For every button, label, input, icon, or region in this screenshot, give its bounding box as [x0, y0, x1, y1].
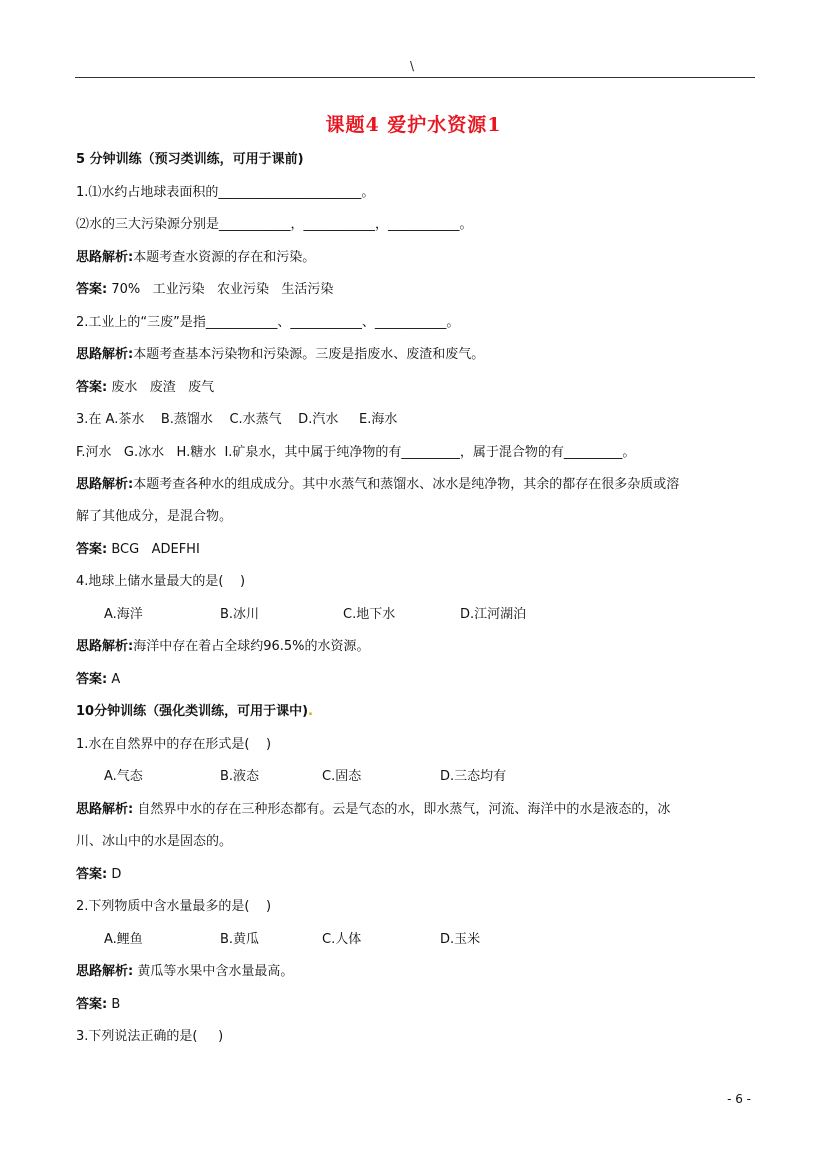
question-4: 4.地球上储水量最大的是( ) — [76, 574, 246, 589]
question-1b: ⑵水的三大污染源分别是___________，___________，___________。 — [76, 217, 473, 232]
answer-label: 答案: — [76, 997, 108, 1012]
question-1a: 1.⑴水约占地球表面积的______________________。 — [76, 185, 375, 200]
answer-text: A — [107, 672, 121, 687]
page-number: - 6 - — [727, 1092, 751, 1106]
question-3b: F.河水 G.冰水 H.糖水 I.矿泉水，其中属于纯净物的有_________，属于混合物的有_________。 — [76, 445, 636, 460]
answer-label: 答案: — [76, 380, 108, 395]
answer-text: 废水 废渣 废气 — [107, 380, 215, 395]
analysis-label: 思路解析: — [76, 964, 134, 979]
section-heading-5min: 5 分钟训练（预习类训练，可用于课前) — [76, 152, 304, 167]
analysis-text: 本题考查水资源的存在和污染。 — [133, 250, 316, 265]
header-rule — [75, 77, 755, 78]
answer-3 — [76, 541, 200, 559]
analysis-1 — [76, 249, 315, 267]
page-title: 课题4 爱护水资源1 — [325, 114, 502, 136]
option-d: D.江河湖泊 — [460, 607, 527, 622]
answer-label: 答案: — [76, 282, 108, 297]
option-b: B.液态 — [220, 769, 260, 784]
analysis-2 — [76, 346, 484, 364]
header-mark: \ — [410, 59, 415, 73]
analysis-label: 思路解析: — [76, 802, 134, 817]
option-c: C.人体 — [322, 932, 362, 947]
section-heading-text: 10分钟训练（强化类训练，可用于课中) — [76, 704, 309, 719]
answer-label: 答案: — [76, 542, 108, 557]
answer-text: D — [107, 867, 122, 882]
analysis-label: 思路解析: — [76, 347, 134, 362]
question-3a: 3.在 A.茶水 B.蒸馏水 C.水蒸气 D.汽水 E.海水 — [76, 412, 398, 427]
analysis-s2-1-cont: 川、冰山中的水是固态的。 — [76, 834, 233, 849]
analysis-label: 思路解析: — [76, 250, 134, 265]
analysis-text: 海洋中存在着占全球约96.5%的水资源。 — [133, 639, 370, 654]
option-d: D.三态均有 — [440, 769, 507, 784]
answer-s2-1 — [76, 866, 121, 884]
question-s2-1: 1.水在自然界中的存在形式是( ) — [76, 737, 272, 752]
answer-4 — [76, 671, 120, 689]
answer-text: B — [107, 997, 121, 1012]
option-b: B.冰川 — [220, 607, 260, 622]
option-b: B.黄瓜 — [220, 932, 260, 947]
option-c: C.固态 — [322, 769, 362, 784]
analysis-label: 思路解析: — [76, 477, 134, 492]
answer-s2-2 — [76, 996, 120, 1014]
option-d: D.玉米 — [440, 932, 481, 947]
option-a: A.气态 — [104, 769, 143, 784]
answer-text: 70% 工业污染 农业污染 生活污染 — [107, 282, 334, 297]
option-a: A.鲤鱼 — [104, 932, 143, 947]
answer-text: BCG ADEFHI — [107, 542, 200, 557]
option-c: C.地下水 — [343, 607, 396, 622]
answer-label: 答案: — [76, 867, 108, 882]
analysis-label: 思路解析: — [76, 639, 134, 654]
analysis-3 — [76, 476, 679, 494]
heading-dot: . — [308, 704, 313, 719]
question-s2-2: 2.下列物质中含水量最多的是( ) — [76, 899, 272, 914]
analysis-text: 本题考查基本污染物和污染源。三废是指废水、废渣和废气。 — [133, 347, 485, 362]
question-2: 2.工业上的“三废”是指___________、___________、___________。 — [76, 315, 460, 330]
analysis-s2-1 — [76, 801, 670, 819]
analysis-text: 黄瓜等水果中含水量最高。 — [133, 964, 294, 979]
analysis-4 — [76, 638, 370, 656]
analysis-text: 自然界中水的存在三种形态都有。云是气态的水，即水蒸气，河流、海洋中的水是液态的，冰 — [133, 802, 671, 817]
answer-1 — [76, 281, 333, 299]
answer-2 — [76, 379, 214, 397]
answer-label: 答案: — [76, 672, 108, 687]
analysis-text: 本题考查各种水的组成成分。其中水蒸气和蒸馏水、冰水是纯净物，其余的都存在很多杂质或溶 — [133, 477, 680, 492]
section-heading-10min — [76, 703, 313, 721]
analysis-3-cont: 解了其他成分，是混合物。 — [76, 509, 233, 524]
option-a: A.海洋 — [104, 607, 143, 622]
question-s2-3: 3.下列说法正确的是( ) — [76, 1029, 224, 1044]
analysis-s2-2 — [76, 963, 293, 981]
